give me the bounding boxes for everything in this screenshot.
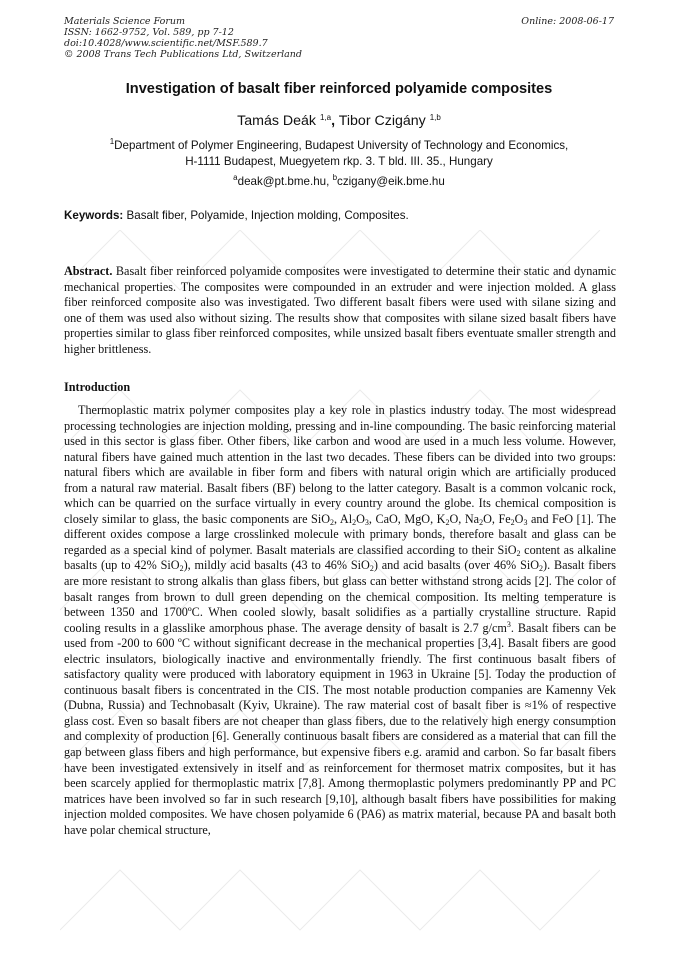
subscript: 2 — [510, 517, 515, 527]
abstract-label: Abstract. — [64, 264, 113, 278]
online-date: Online: 2008-06-17 — [521, 16, 614, 27]
formula: , — [334, 511, 338, 526]
publication-info — [64, 16, 302, 60]
email-mark: a — [233, 173, 238, 182]
body-text: ) and acid basalts (over 46% — [373, 558, 517, 573]
formula: K — [436, 511, 446, 526]
body-text: Thermoplastic matrix polymer composites play a key role in plastics industry today. The most widespread processing technologies are injection molding, pressing and in-line compounding. The basic reinforcing material used in this sector is glass fiber. Other fibers, like carbon and wood are used in a much less volume. However, natural fibers have gained much attention in the last two decades. These fibers can be divided into two groups: natural fibers which are available in fiber form and fibers with natural origin which are artificially produced from a natural raw material. Basalt fibers (BF) belong to the latter category. Basalt is a common volcanic rock, which can be quarried on the surface virtually in every country around the globe. Its chemical composition is closely similar to glass, the basic components are — [64, 403, 616, 526]
body-text: . Basalt fibers can be used from -200 to 600 ºC without significant decrease in the mechanical properties [3,4]. Basalt fibers are good electric insulators, biologically inactive and environmentally friendly. The first continuous basalt fibers of satisfactory quality were produced with laboratory equipment in 1963 in Ukraine [5]. Today the production of continuous basalt fibers is concentrated in the CIS. The most notable production companies are Kamenny Vek (Dubna, Russia) and Technobasalt (Kyiv, Ukraine). The raw material cost of basalt fiber is ≈1% of respective glass cost. Even so basalt fibers are not cheaper than glass fibers, due to the relatively high energy consumption and complexity of production [6]. Generally continuous basalt fibers are considered as a material that can fill the gap between glass fibers and high performance, but expensive fibers e.g. aramid and carbon. So far basalt fibers have been investigated extensively in itself and as reinforcement for thermoset matrix composites, but it has been scarcely applied for thermoplastic matrix [7,8]. Among thermoplastic polymers predominantly PP and PC matrices have been involved so far in such research [9,10], although basalt fibers have possibilities for making injection molded composites. We have chosen polyamide 6 (PA6) as matrix material, because PA and basalt both have polar chemical structure, — [64, 620, 616, 837]
author-separator: , — [331, 113, 336, 129]
affiliation — [0, 138, 678, 170]
journal-name: Materials Science Forum — [64, 16, 186, 27]
subscript: 2 — [330, 517, 335, 527]
formula: Fe — [498, 511, 511, 526]
formula: , CaO, MgO, — [368, 511, 434, 526]
paper-title: Investigation of basalt fiber reinforced polyamide composites — [125, 81, 553, 97]
email-link[interactable]: deak@pt.bme.hu, — [237, 175, 330, 188]
subscript: 2 — [479, 517, 484, 527]
subscript: 2 — [445, 517, 450, 527]
formula: O, — [449, 511, 462, 526]
body-text: ), mildly acid basalts (43 to 46% — [183, 558, 348, 573]
introduction-paragraph — [64, 403, 616, 838]
email-mark: b — [332, 173, 338, 182]
subscript: 3 — [364, 517, 369, 527]
email-link[interactable]: czigany@eik.bme.hu — [337, 175, 445, 188]
copyright-line: © 2008 Trans Tech Publications Ltd, Switzerland — [64, 49, 303, 60]
formula: SiO — [311, 511, 331, 526]
formula: SiO — [350, 558, 370, 573]
subscript: 2 — [539, 564, 544, 574]
section-heading: Introduction — [64, 380, 131, 394]
body-text: ). Basalt fibers are more resistant to strong alkalis than glass fibers, but glass can better withstand strong acids [2]. The color of basalt ranges from brown to dull green depending on the chemical composition. Its melting temperature is between 1350 and 1700ºC. When cooled slowly, basalt solidifies as a partially crystalline structure. Rapid cooling results in a glasslike amorphous phase. The average density of basalt is 2.7 g/cm — [64, 558, 617, 635]
superscript: 3 — [506, 619, 511, 629]
author-name: Tibor Czigány — [338, 113, 426, 129]
affiliation-mark: 1 — [109, 137, 115, 146]
subscript: 2 — [352, 517, 357, 527]
keywords-label: Keywords: — [64, 209, 124, 222]
abstract — [64, 264, 616, 358]
subscript: 3 — [523, 517, 528, 527]
author-affiliation-mark: 1,b — [429, 113, 441, 122]
formula: O — [514, 511, 524, 526]
formula: SiO — [520, 558, 540, 573]
author-affiliation-mark: 1,a — [319, 113, 332, 122]
keywords — [64, 209, 624, 222]
formula: SiO — [497, 542, 517, 557]
subscript: 2 — [179, 564, 184, 574]
author-list — [0, 113, 678, 129]
formula: Na — [464, 511, 480, 526]
body-text: and FeO [1]. The different oxides compose a large crosslinked molecule with primary bonds, therefore basalt and glass can be regarded as a special kind of polymer. Basalt materials are classified according to their — [64, 511, 617, 557]
author-name: Tamás Deák — [237, 113, 317, 129]
formula: O — [356, 511, 365, 526]
doi-line: doi:10.4028/www.scientific.net/MSF.589.7 — [64, 38, 268, 49]
abstract-text: Basalt fiber reinforced polyamide composites were investigated to determine their static and dynamic mechanical properties. The composites were compounded in an extruder and were injection molded. A glass fiber reinforced composite also was investigated. Two different basalt fibers were used with silane sizing and one of them was used also without sizing. The results show that composites with silane sized basalt fibers have properties similar to glass fiber reinforced composites, while unsized basalt fibers eventuate smaller strength and higher brittleness. — [64, 264, 617, 356]
keywords-text: Basalt fiber, Polyamide, Injection molding, Composites. — [126, 209, 409, 222]
subscript: 2 — [369, 564, 374, 574]
affiliation-line: Department of Polymer Engineering, Budapest University of Technology and Economics, — [114, 139, 569, 152]
issn-line: ISSN: 1662-9752, Vol. 589, pp 7-12 — [64, 27, 234, 38]
formula: O, — [483, 511, 495, 526]
body-text: content as alkaline basalts (up to 42% — [64, 542, 617, 573]
affiliation-line: H-1111 Budapest, Muegyetem rkp. 3. T bld. III. 35., Hungary — [185, 155, 493, 168]
formula: Al — [339, 511, 353, 526]
formula: SiO — [160, 558, 180, 573]
author-emails — [0, 175, 678, 188]
subscript: 2 — [516, 548, 521, 558]
